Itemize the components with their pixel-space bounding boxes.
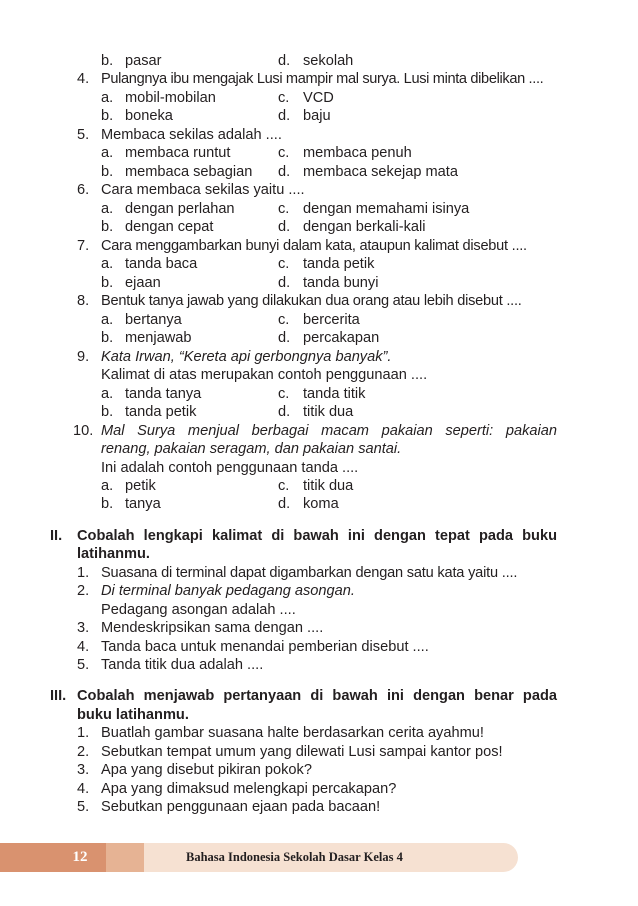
q5-text: Membaca sekilas adalah .... [101,127,282,143]
section-3-heading-line-2: buku latihanmu. [77,707,189,723]
s2-item-text: Mendeskripsikan sama dengan .... [101,620,324,636]
footer-book-title: Bahasa Indonesia Sekolah Dasar Kelas 4 [186,850,403,864]
q5-option-b-letter: b. [101,164,114,180]
s3-item-number: 1. [77,725,90,741]
q3-option-d-letter: d. [278,53,291,69]
s3-item-number: 2. [77,744,90,760]
q8-option-c-text: bercerita [303,312,360,328]
q6-option-c-letter: c. [278,201,290,217]
q3-option-b-text: pasar [125,53,162,69]
q4-option-a-letter: a. [101,90,114,106]
q6-option-d-text: dengan berkali-kali [303,219,426,235]
q8-option-d-letter: d. [278,330,291,346]
q7-option-c-text: tanda petik [303,256,375,272]
q10-text-line-3: Ini adalah contoh penggunaan tanda .... [101,460,359,476]
q6-option-a-letter: a. [101,201,114,217]
q9-option-d-letter: d. [278,404,291,420]
s2-item-text: Tanda titik dua adalah .... [101,657,264,673]
q4-option-d-text: baju [303,108,331,124]
q7-option-d-letter: d. [278,275,291,291]
q8-option-b-letter: b. [101,330,114,346]
q5-option-b-text: membaca sebagian [125,164,253,180]
q5-option-a-text: membaca runtut [125,145,231,161]
q4-option-b-letter: b. [101,108,114,124]
s2-item-text-line-2: Pedagang asongan adalah .... [101,602,296,618]
s3-item-number: 3. [77,762,90,778]
s3-item-number: 5. [77,799,90,815]
q5-option-c-text: membaca penuh [303,145,412,161]
s2-item-text: Tanda baca untuk menandai pemberian disebut .... [101,639,429,655]
q4-option-c-text: VCD [303,90,334,106]
q10-option-a-letter: a. [101,478,114,494]
q6-option-a-text: dengan perlahan [125,201,235,217]
q9-option-c-text: tanda titik [303,386,366,402]
q5-option-d-text: membaca sekejap mata [303,164,458,180]
s2-item-number: 4. [77,639,90,655]
section-2-heading-line-2: latihanmu. [77,546,150,562]
s3-item-text: Apa yang disebut pikiran pokok? [101,762,312,778]
q7-option-b-text: ejaan [125,275,161,291]
q10-text-line-2: renang, pakaian seragam, dan pakaian santai. [101,441,402,457]
s3-item-number: 4. [77,781,90,797]
q7-option-c-letter: c. [278,256,290,272]
q5-option-d-letter: d. [278,164,291,180]
q4-option-c-letter: c. [278,90,290,106]
q7-option-a-text: tanda baca [125,256,198,272]
q9-option-a-text: tanda tanya [125,386,202,402]
q4-option-a-text: mobil-mobilan [125,90,216,106]
q9-option-a-letter: a. [101,386,114,402]
s2-item-number: 2. [77,583,90,599]
q7-option-b-letter: b. [101,275,114,291]
q9-quote-text: Kata Irwan, “Kereta api gerbongnya banyak”. [101,349,392,365]
section-3-number: III. [50,688,67,704]
q10-option-d-letter: d. [278,496,291,512]
q4-text: Pulangnya ibu mengajak Lusi mampir mal surya. Lusi minta dibelikan .... [101,71,544,87]
q10-text-line-1: Mal Surya menjual berbagai macam pakaian seperti: pakaian [101,423,557,439]
q9-text: Kalimat di atas merupakan contoh penggunaan .... [101,367,428,383]
q10-option-c-text: titik dua [303,478,354,494]
q8-option-a-letter: a. [101,312,114,328]
q10-option-b-letter: b. [101,496,114,512]
q7-option-d-text: tanda bunyi [303,275,379,291]
q8-text: Bentuk tanya jawab yang dilakukan dua orang atau lebih disebut .... [101,293,522,309]
s3-item-text: Sebutkan tempat umum yang dilewati Lusi sampai kantor pos! [101,744,503,760]
q4-option-d-letter: d. [278,108,291,124]
q5-option-c-letter: c. [278,145,290,161]
section-3-heading: Cobalah menjawab pertanyaan di bawah ini dengan benar pada [77,688,557,704]
q10-option-b-text: tanya [125,496,161,512]
q3-option-d-text: sekolah [303,53,354,69]
q9-option-b-letter: b. [101,404,114,420]
s3-item-text: Apa yang dimaksud melengkapi percakapan? [101,781,397,797]
q10-option-a-text: petik [125,478,156,494]
q8-number: 8. [77,293,90,309]
s2-item-number: 3. [77,620,90,636]
q7-option-a-letter: a. [101,256,114,272]
q8-option-a-text: bertanya [125,312,182,328]
q6-option-b-text: dengan cepat [125,219,214,235]
q9-number: 9. [77,349,90,365]
q7-number: 7. [77,238,90,254]
q7-text: Cara menggambarkan bunyi dalam kata, ataupun kalimat disebut .... [101,238,527,254]
s2-item-text: Suasana di terminal dapat digambarkan dengan satu kata yaitu .... [101,565,518,581]
s3-item-text: Buatlah gambar suasana halte berdasarkan cerita ayahmu! [101,725,484,741]
q8-option-b-text: menjawab [125,330,192,346]
s2-item-text: Di terminal banyak pedagang asongan. [101,583,355,599]
q8-option-c-letter: c. [278,312,290,328]
q9-option-d-text: titik dua [303,404,354,420]
q9-option-c-letter: c. [278,386,290,402]
q6-option-d-letter: d. [278,219,291,235]
q3-option-b-letter: b. [101,53,114,69]
q6-option-c-text: dengan memahami isinya [303,201,470,217]
q10-option-d-text: koma [303,496,339,512]
section-2-number: II. [50,528,63,544]
q5-option-a-letter: a. [101,145,114,161]
q10-number: 10. [73,423,94,439]
q4-option-b-text: boneka [125,108,173,124]
q6-text: Cara membaca sekilas yaitu .... [101,182,305,198]
s2-item-number: 1. [77,565,90,581]
q6-number: 6. [77,182,90,198]
q8-option-d-text: percakapan [303,330,380,346]
s3-item-text: Sebutkan penggunaan ejaan pada bacaan! [101,799,381,815]
q9-option-b-text: tanda petik [125,404,197,420]
q4-number: 4. [77,71,90,87]
footer-accent-block [106,843,144,872]
q5-number: 5. [77,127,90,143]
q10-option-c-letter: c. [278,478,290,494]
q6-option-b-letter: b. [101,219,114,235]
section-2-heading: Cobalah lengkapi kalimat di bawah ini dengan tepat pada buku [77,528,557,544]
s2-item-number: 5. [77,657,90,673]
page-number: 12 [72,849,88,865]
